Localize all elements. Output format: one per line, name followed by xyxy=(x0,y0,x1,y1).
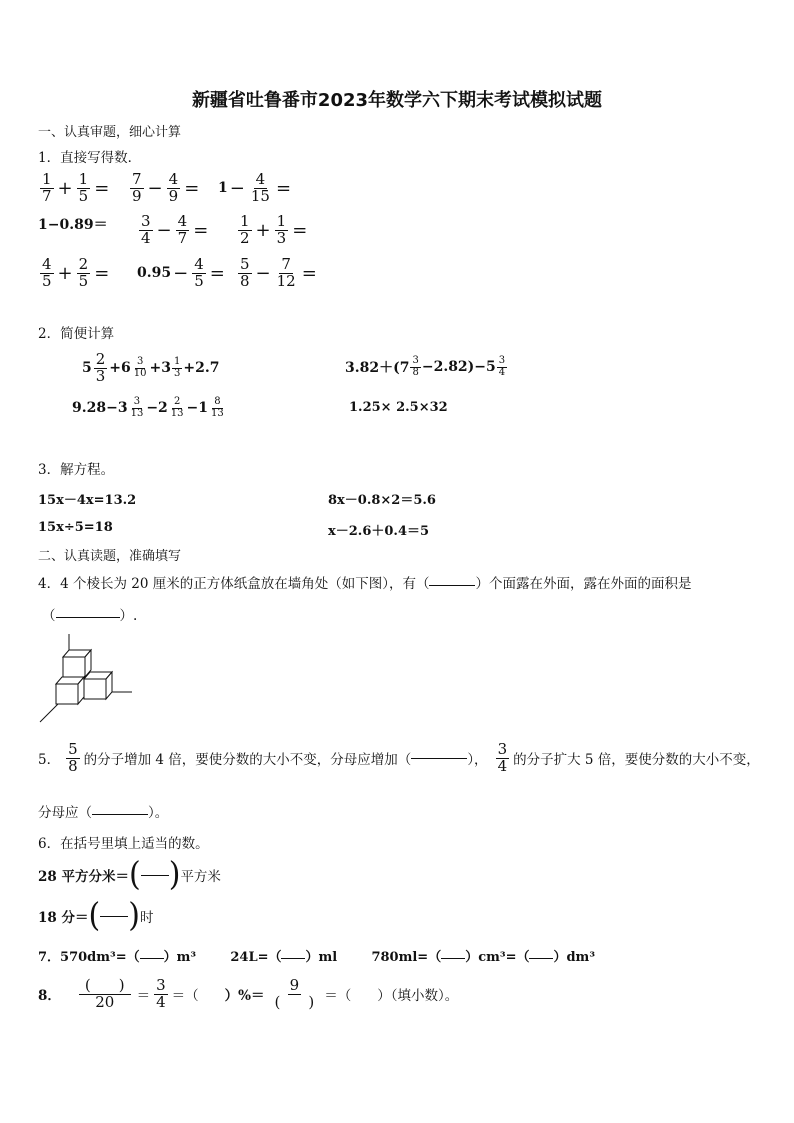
q3-equation-4: x－2.6＋0.4＝5 xyxy=(328,524,430,539)
operator: + xyxy=(57,177,73,199)
fraction: $\frac{1}{3}$ xyxy=(174,356,181,379)
operator: − xyxy=(255,262,271,284)
operator: = xyxy=(301,262,317,284)
fraction: $\frac{4}{15}$ xyxy=(250,170,270,205)
operator: − xyxy=(156,219,172,241)
q1-expression-g xyxy=(38,257,111,290)
q7-line xyxy=(38,946,595,965)
fraction: $\frac{3}{10}$ xyxy=(133,356,147,379)
fraction: $\frac{5}{8}$ xyxy=(68,740,78,775)
section-heading-1: 一、认真审题，细心计算 xyxy=(38,125,182,140)
operator: = xyxy=(209,262,225,284)
expr-text: 3.82＋(7 xyxy=(345,360,410,376)
q5-text: ）。 xyxy=(148,805,169,821)
fraction: $\frac{3}{4}$ xyxy=(498,355,506,378)
q5-text: 的分子扩大 5 倍，要使分数的大小不变， xyxy=(513,752,760,769)
operator: + xyxy=(57,262,73,284)
q8-text: ）%＝ xyxy=(224,988,265,1005)
answer-blank[interactable] xyxy=(411,757,467,759)
answer-blank[interactable] xyxy=(529,957,553,959)
fraction: $\frac{1}{7}$ xyxy=(42,170,52,205)
fraction: $\frac{4}{7}$ xyxy=(177,212,188,247)
q2-label: 2．简便计算 xyxy=(38,326,115,342)
q7-text: 7．570dm³=（ xyxy=(38,950,140,965)
operator-text: +2.7 xyxy=(183,360,220,377)
answer-blank[interactable] xyxy=(140,957,164,959)
operator: = xyxy=(292,219,308,241)
q8-text: ＝ xyxy=(136,988,151,1005)
operator-text: +3 xyxy=(149,360,171,377)
operator: = xyxy=(184,177,200,199)
q2-expression-4: 1.25× 2.5×32 xyxy=(349,400,448,415)
q5-text: 的分子增加 4 倍，要使分数的大小不变，分母应增加（ xyxy=(83,752,412,769)
operator: = xyxy=(94,177,110,199)
page-title: 新疆省吐鲁番市2023年数学六下期末考试模拟试题 xyxy=(191,90,603,111)
q6-label: 6．在括号里填上适当的数。 xyxy=(38,836,209,852)
operator: = xyxy=(94,262,110,284)
q8-number: 8． xyxy=(38,988,61,1005)
operator: − xyxy=(173,262,189,284)
operator: − xyxy=(147,177,163,199)
q5-number: 5． xyxy=(38,752,61,769)
q6-line-2 xyxy=(38,896,154,935)
section-heading-2: 二、认真读题，准确填写 xyxy=(38,549,182,564)
q8-line xyxy=(38,978,458,1011)
expr-text: 0.95 xyxy=(137,265,172,282)
fraction-answer-box[interactable]: ( ) xyxy=(129,855,181,894)
q1-expression-h xyxy=(137,257,227,290)
fraction: $\frac{1}{3}$ xyxy=(276,212,287,247)
fraction: $\frac{5}{8}$ xyxy=(240,255,250,290)
answer-blank[interactable] xyxy=(441,957,465,959)
q6-text: 平方米 xyxy=(180,869,221,885)
operator: − xyxy=(229,177,245,199)
q7-text: 780ml=（ xyxy=(371,950,442,965)
q6-text: 28 平方分米＝ xyxy=(38,869,129,885)
q7-text: ）m³ xyxy=(163,950,197,965)
q6-text: 时 xyxy=(139,910,154,926)
q2-expression-2 xyxy=(345,356,508,378)
q5-text: 分母应（ xyxy=(38,805,92,821)
q1-expression-i xyxy=(236,257,319,290)
fraction: $\frac{4}{5}$ xyxy=(42,255,52,290)
fraction-answer-box[interactable]: ( ) xyxy=(88,896,140,935)
q8-text: ＝（ xyxy=(324,988,352,1005)
fraction: $\frac{1}{5}$ xyxy=(78,170,89,205)
q3-equation-1: 15x－4x=13.2 xyxy=(38,493,137,508)
q3-equation-3: 15x÷5=18 xyxy=(38,520,113,535)
q8-text: ）（填小数）。 xyxy=(377,988,459,1005)
answer-blank[interactable] xyxy=(281,957,305,959)
fraction: $\frac{4}{5}$ xyxy=(194,255,204,290)
operator: = xyxy=(193,219,209,241)
fraction: $\frac{3}{4}$ xyxy=(141,212,151,247)
q7-text: ）cm³=（ xyxy=(465,950,530,965)
q7-text: ）dm³ xyxy=(553,950,596,965)
fraction: $\frac{3}{4}$ xyxy=(156,976,166,1011)
q5-line-2 xyxy=(38,801,168,821)
q1-expression-d xyxy=(38,214,108,234)
q2-expression-1 xyxy=(82,352,219,385)
fraction-blank[interactable]: $\frac{9}{( )}$ xyxy=(274,976,315,1011)
q8-text: ＝（ xyxy=(171,988,199,1005)
answer-blank[interactable] xyxy=(429,584,475,586)
operator: = xyxy=(275,177,292,199)
corner-cubes-figure xyxy=(36,632,136,724)
q4-line-2 xyxy=(42,604,137,624)
fraction: $\frac{1}{2}$ xyxy=(240,212,250,247)
fraction: $\frac{7}{9}$ xyxy=(132,170,142,205)
answer-blank[interactable] xyxy=(92,813,148,815)
fraction: $\frac{2}{13}$ xyxy=(170,396,184,419)
q1-expression-c xyxy=(218,172,293,205)
q7-text: 24L=（ xyxy=(230,950,282,965)
q1-expression-a xyxy=(38,172,111,205)
fraction: $\frac{4}{9}$ xyxy=(168,170,179,205)
operator-text: +6 xyxy=(109,360,131,377)
fraction: $\frac{7}{12}$ xyxy=(276,255,296,290)
q4-text: （ xyxy=(42,608,56,624)
fraction: $\frac{3}{13}$ xyxy=(130,396,144,419)
q2-expression-3 xyxy=(72,397,227,419)
fraction: $\frac{2}{5}$ xyxy=(78,255,89,290)
expr-text: −2.82)−5 xyxy=(421,359,496,375)
q6-line-1 xyxy=(38,855,221,894)
q4-line-1 xyxy=(38,572,691,592)
q1-expression-b xyxy=(128,172,201,205)
fraction-blank[interactable]: $\frac{( )}{20}$ xyxy=(79,978,131,1011)
q3-label: 3．解方程。 xyxy=(38,462,115,478)
q4-text: ）. xyxy=(119,608,138,624)
expr-text: 1−0.89＝ xyxy=(38,217,108,233)
q5-text: ）， xyxy=(467,752,488,769)
expr-text: 9.28−3 xyxy=(72,400,128,416)
q1-label: 1．直接写得数． xyxy=(38,150,142,166)
expr-text: −1 xyxy=(186,400,209,416)
expr-text: 1 xyxy=(218,180,228,197)
q4-text: 4．4 个棱长为 20 厘米的正方体纸盒放在墙角处（如下图），有（ xyxy=(38,576,430,592)
operator: + xyxy=(255,219,271,241)
fraction: $\frac{3}{4}$ xyxy=(497,740,508,775)
whole-number: 5 xyxy=(82,360,92,377)
answer-blank[interactable] xyxy=(56,616,120,618)
fraction: $\frac{2}{3}$ xyxy=(95,350,106,385)
q7-text: ）ml xyxy=(305,950,338,965)
fraction: $\frac{8}{13}$ xyxy=(211,396,224,419)
q6-text: 18 分＝ xyxy=(38,910,89,926)
q4-text: ）个面露在外面，露在外面的面积是 xyxy=(475,576,692,592)
q1-expression-f xyxy=(236,214,309,247)
expr-text: −2 xyxy=(146,400,168,416)
q5-line-1 xyxy=(38,742,760,775)
q1-expression-e xyxy=(137,214,210,247)
q3-equation-2: 8x－0.8×2＝5.6 xyxy=(328,493,436,508)
fraction: $\frac{3}{8}$ xyxy=(412,355,419,378)
